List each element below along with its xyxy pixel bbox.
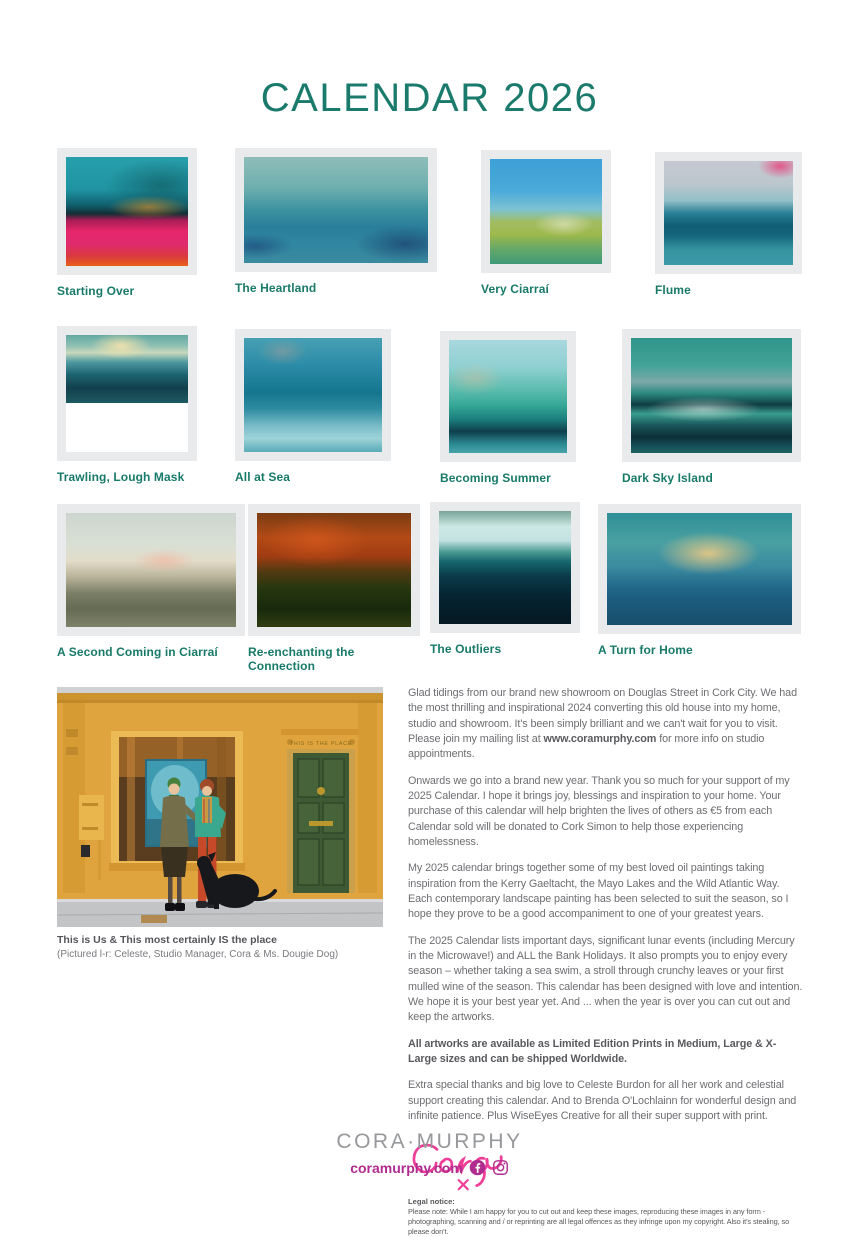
artwork-title: Trawling, Lough Mask — [57, 470, 185, 484]
brand-logo: CORA·MURPHY — [336, 1130, 523, 1153]
artwork-frame — [481, 150, 611, 273]
artwork-frame — [57, 326, 197, 461]
artwork-frame — [655, 152, 802, 274]
letterbox — [309, 821, 333, 826]
artwork-frame — [235, 329, 391, 461]
artwork-thumbnail — [244, 157, 428, 263]
artwork-frame — [622, 329, 801, 462]
artwork-title: Starting Over — [57, 284, 135, 298]
artwork-very-ciarrai — [481, 150, 611, 296]
artwork-re-enchanting-the-connection — [248, 504, 420, 673]
artwork-title: The Heartland — [235, 281, 317, 295]
letter-paragraph: The 2025 Calendar lists important days, significant lunar events (including Mercury in the Microwave!) and ALL the Bank Holidays. It also prompts you to enjoy every season – whether taking a sea swim, a stroll through crunchy leaves or your first mulled wine of the season. This calendar has been designed with love and intention. We hope it is your best year yet. And ... when the year is over you can cut out and keep the artworks. — [408, 934, 803, 1024]
artwork-title: The Outliers — [430, 642, 502, 656]
artwork-thumbnail — [66, 513, 236, 627]
facebook-icon[interactable] — [469, 1159, 486, 1176]
green-door — [281, 729, 359, 893]
legal-notice-body: Please note: While I am happy for you to cut out and keep these images, reproducing these images in any form - photographing, scanning and / or reprinting are all legal offences as they infringe upon my copyright. Also it's stealing, so please don't. — [408, 1207, 790, 1237]
artwork-a-second-coming-in-ciarrai — [57, 504, 245, 659]
artwork-all-at-sea — [235, 329, 391, 484]
artwork-title: Re-enchanting the Connection — [248, 645, 355, 673]
artwork-trawling-lough-mask — [57, 326, 197, 484]
artwork-the-heartland — [235, 148, 437, 295]
artwork-frame — [235, 148, 437, 272]
artwork-becoming-summer — [440, 331, 576, 485]
artwork-flume — [655, 152, 802, 297]
artwork-thumbnail — [607, 513, 792, 625]
footer — [0, 1130, 859, 1176]
artwork-title: Very Ciarraí — [481, 282, 549, 296]
letter-paragraph: Onwards we go into a brand new year. Thank you so much for your support of my 2025 Calendar. I hope it brings joy, blessings and inspiration to your home. Your purchase of this calendar will help brighten the lives of others as €5 from each Calendar sold will be donated to Cork Simon to help those experiencing homelessness. — [408, 774, 790, 848]
artwork-thumbnail — [257, 513, 411, 627]
artwork-title: A Turn for Home — [598, 643, 693, 657]
letter-paragraph: All artworks are available as Limited Edition Prints in Medium, Large & X-Large sizes and can be shipped Worldwide. — [408, 1037, 777, 1065]
photo-caption-title: This is Us & This most certainly IS the place — [57, 934, 277, 946]
artwork-frame — [430, 502, 580, 633]
artwork-frame — [440, 331, 576, 462]
artwork-dark-sky-island — [622, 329, 801, 485]
legal-notice-heading: Legal notice: — [408, 1197, 455, 1207]
door-sign-text: THIS IS THE PLACE — [289, 741, 353, 747]
artwork-frame — [57, 148, 197, 275]
artwork-thumbnail — [439, 511, 571, 624]
artwork-thumbnail — [449, 340, 567, 453]
artwork-title: All at Sea — [235, 470, 291, 484]
artwork-frame — [248, 504, 420, 636]
page-title: CALENDAR 2026 — [260, 76, 599, 120]
artwork-starting-over — [57, 148, 197, 298]
artwork-thumbnail — [631, 338, 792, 453]
artwork-a-turn-for-home — [598, 504, 801, 657]
artwork-title: Flume — [655, 283, 691, 297]
door-knocker — [317, 787, 325, 795]
photo-caption-sub: (Pictured l-r: Celeste, Studio Manager, Cora & Ms. Dougie Dog) — [57, 949, 339, 960]
artwork-frame — [57, 504, 245, 636]
artwork-title: Dark Sky Island — [622, 471, 713, 485]
artwork-thumbnail — [66, 157, 188, 266]
artwork-frame — [598, 504, 801, 634]
letter-paragraph: My 2025 calendar brings together some of my best loved oil paintings taking inspiration from the Kerry Gaeltacht, the Mayo Lakes and the Wild Atlantic Way. Each contemporary landscape painting has been selected to suit the season, so I hope they prove to be a good accompaniment to one of your greatest years. — [408, 862, 789, 921]
artwork-thumbnail — [244, 338, 382, 452]
showroom-photo — [57, 687, 383, 927]
artwork-thumbnail — [490, 159, 602, 264]
website-link[interactable]: coramurphy.com — [350, 1159, 463, 1176]
artwork-the-outliers — [430, 502, 580, 656]
artwork-title: A Second Coming in Ciarraí — [57, 645, 218, 659]
artwork-thumbnail — [66, 335, 188, 403]
artwork-thumbnail — [664, 161, 793, 265]
instagram-icon[interactable] — [492, 1159, 509, 1176]
showroom-section — [57, 687, 383, 960]
artwork-title: Becoming Summer — [440, 471, 551, 485]
letter-paragraph: Glad tidings from our brand new showroom on Douglas Street in Cork City. We had the most thrilling and inspirational 2024 converting this old house into my home, studio and showroom. It's been simply brilliant and we can't wait for you to visit. Please join my mailing list at www.coramurphy.com for more info on studio appointments. — [408, 687, 797, 761]
letter-paragraph: Extra special thanks and big love to Celeste Burdon for all her work and celestial support creating this calendar. And to Brenda O'Lochlainn for wonderful design and infinite patience. Plus WiseEyes Creative for all their super support with print. — [408, 1079, 797, 1122]
